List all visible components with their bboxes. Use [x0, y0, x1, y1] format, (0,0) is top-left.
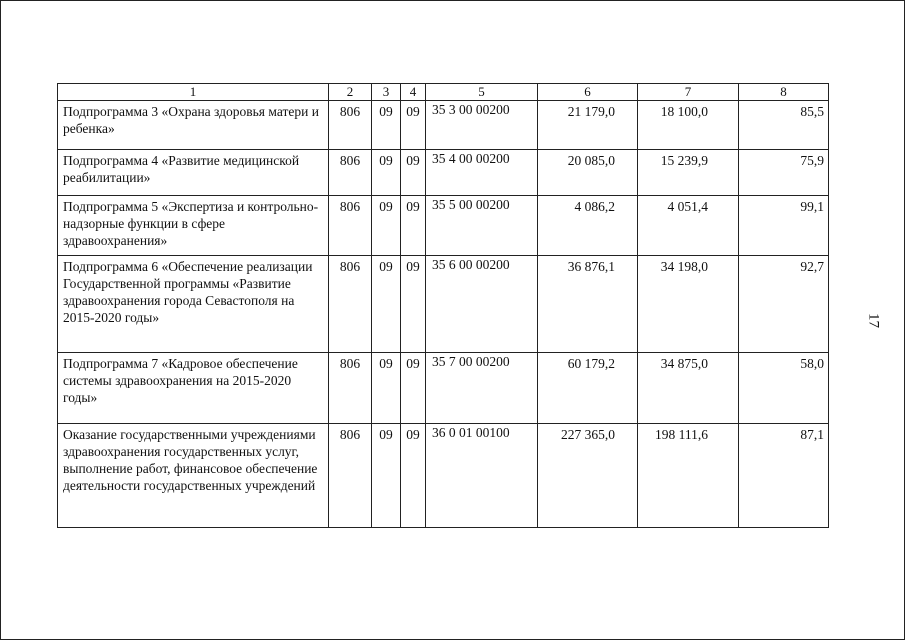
cell-col8: 87,1 — [739, 424, 829, 528]
cell-col4: 09 — [401, 196, 426, 256]
table-row — [58, 353, 829, 424]
header-cell: 4 — [401, 84, 426, 101]
cell-col5: 35 5 00 00200 — [426, 196, 538, 256]
cell-col4: 09 — [401, 101, 426, 150]
cell-col5: 35 4 00 00200 — [426, 150, 538, 196]
cell-col6: 227 365,0 — [538, 424, 638, 528]
row-name: Подпрограмма 7 «Кадровое обеспечение системы здравоохранения на 2015-2020 годы» — [58, 353, 329, 424]
cell-col6: 60 179,2 — [538, 353, 638, 424]
table-row — [58, 101, 829, 150]
cell-col5: 35 3 00 00200 — [426, 101, 538, 150]
cell-col7: 34 198,0 — [638, 256, 739, 353]
header-cell: 2 — [329, 84, 372, 101]
cell-col2: 806 — [329, 101, 372, 150]
row-name: Подпрограмма 5 «Экспертиза и контрольно-надзорные функции в сфере здравоохранения» — [58, 196, 329, 256]
table-row — [58, 150, 829, 196]
header-cell: 6 — [538, 84, 638, 101]
table-header-row — [58, 84, 829, 101]
header-cell: 1 — [58, 84, 329, 101]
cell-col5: 35 7 00 00200 — [426, 353, 538, 424]
cell-col8: 92,7 — [739, 256, 829, 353]
cell-col7: 4 051,4 — [638, 196, 739, 256]
cell-col3: 09 — [372, 150, 401, 196]
cell-col6: 20 085,0 — [538, 150, 638, 196]
cell-col2: 806 — [329, 196, 372, 256]
cell-col7: 198 111,6 — [638, 424, 739, 528]
cell-col8: 99,1 — [739, 196, 829, 256]
cell-col2: 806 — [329, 150, 372, 196]
cell-col4: 09 — [401, 424, 426, 528]
page-number: 17 — [865, 313, 882, 328]
cell-col2: 806 — [329, 424, 372, 528]
cell-col8: 75,9 — [739, 150, 829, 196]
row-name: Подпрограмма 3 «Охрана здоровья матери и ребенка» — [58, 101, 329, 150]
header-cell: 8 — [739, 84, 829, 101]
row-name: Подпрограмма 4 «Развитие медицинской реабилитации» — [58, 150, 329, 196]
row-name: Подпрограмма 6 «Обеспечение реализации Государственной программы «Развитие здравоохранения города Севастополя на 2015-2020 годы» — [58, 256, 329, 353]
cell-col4: 09 — [401, 150, 426, 196]
cell-col5: 36 0 01 00100 — [426, 424, 538, 528]
cell-col3: 09 — [372, 256, 401, 353]
cell-col2: 806 — [329, 256, 372, 353]
cell-col2: 806 — [329, 353, 372, 424]
header-cell: 7 — [638, 84, 739, 101]
cell-col6: 36 876,1 — [538, 256, 638, 353]
table-row — [58, 424, 829, 528]
table-row — [58, 196, 829, 256]
budget-table — [57, 83, 829, 528]
cell-col8: 85,5 — [739, 101, 829, 150]
cell-col4: 09 — [401, 353, 426, 424]
cell-col4: 09 — [401, 256, 426, 353]
header-cell: 3 — [372, 84, 401, 101]
cell-col3: 09 — [372, 424, 401, 528]
cell-col6: 4 086,2 — [538, 196, 638, 256]
cell-col7: 18 100,0 — [638, 101, 739, 150]
cell-col6: 21 179,0 — [538, 101, 638, 150]
cell-col7: 15 239,9 — [638, 150, 739, 196]
cell-col8: 58,0 — [739, 353, 829, 424]
table-row — [58, 256, 829, 353]
cell-col3: 09 — [372, 101, 401, 150]
cell-col5: 35 6 00 00200 — [426, 256, 538, 353]
cell-col3: 09 — [372, 196, 401, 256]
cell-col7: 34 875,0 — [638, 353, 739, 424]
cell-col3: 09 — [372, 353, 401, 424]
row-name: Оказание государственными учреждениями здравоохранения государственных услуг, выполнение работ, финансовое обеспечение деятельности государственных учреждений — [58, 424, 329, 528]
header-cell: 5 — [426, 84, 538, 101]
